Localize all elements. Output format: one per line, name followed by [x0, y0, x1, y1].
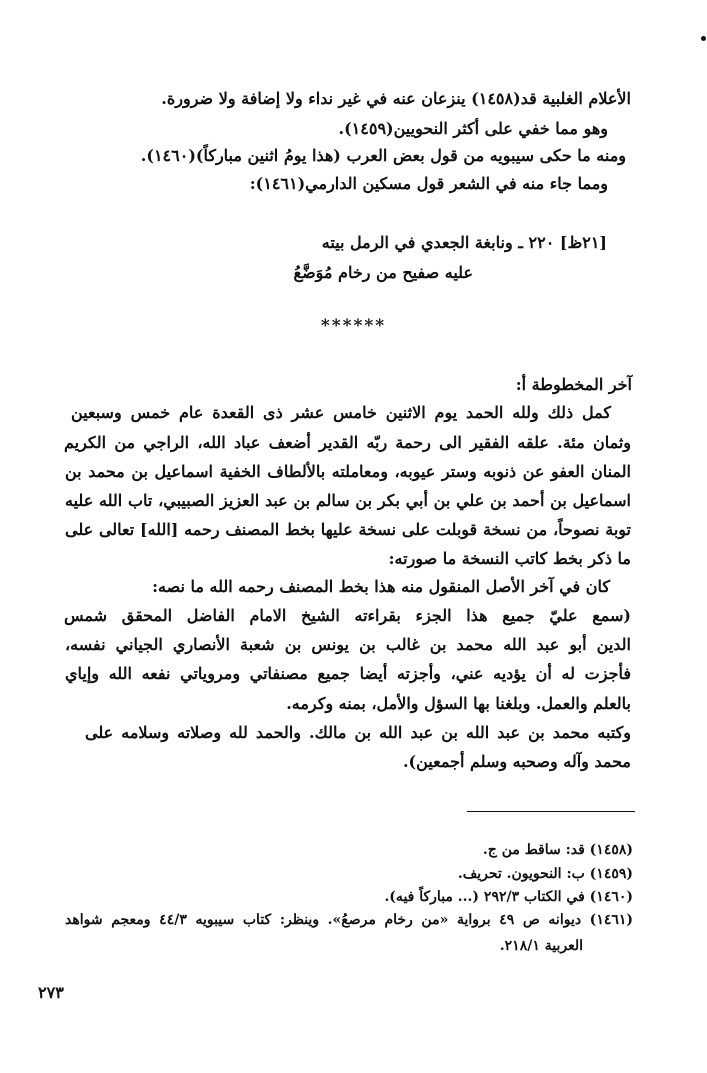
- text-line-19: وكتبه محمد بن عبد الله بن عبد الله بن مالك. والحمد لله وصلاته وسلامه على: [85, 723, 631, 742]
- text-line-13: ما ذكر بخط كاتب النسخة ما صورته:: [388, 549, 631, 568]
- footnote-1461-cont: العربية ٢١٨/١.: [499, 938, 583, 954]
- verse-line-2: عليه صفيح من رخام مُوَضَّعُ: [293, 263, 473, 282]
- footnote-separator: [467, 811, 635, 812]
- page-number: ٢٧٣: [38, 983, 64, 1002]
- text-line-12: توبة نصوحاً، من نسخة قوبلت على نسخة عليها بخط المصنف رحمه [الله] تعالى على: [65, 520, 632, 539]
- footnote-1460: (١٤٦٠) في الكتاب ٢٩٢/٣ (... مباركاً فيه).: [384, 889, 633, 905]
- text-line-20: محمد وآله وصحبه وسلم أجمعين).: [402, 752, 631, 771]
- text-line-4: ومما جاء منه في الشعر قول مسكين الدارمي(١٤٦١):: [249, 174, 608, 193]
- text-line-17: فأجزت له أن يؤديه عني، وأجزته أيضا جميع مصنفاتي ومروياتي نفعه الله وإياي: [65, 664, 631, 683]
- text-line-18: بالعلم والعمل. وبلغنا بها السؤل والأمل، بمنه وكرمه.: [286, 694, 631, 713]
- text-line-11: اسماعيل بن أحمد بن علي بن أبي بكر بن سالم بن عبد العزيز الصبيبي، تاب الله عليه: [65, 491, 631, 510]
- text-line-2: وهو مما خفي على أكثر النحويين(١٤٥٩).: [338, 119, 608, 138]
- verse-line-1: [٢١ظ] ٢٢٠ ـ ونابغة الجعدي في الرمل بيته: [321, 233, 607, 252]
- footnote-1459: (١٤٥٩) ب: النحويون. تحريف.: [457, 866, 633, 882]
- text-line-15: (سمع عليّ جميع هذا الجزء بقراءته الشيخ الامام الفاضل المحقق شمس: [64, 606, 631, 625]
- text-line-8: كمل ذلك ولله الحمد يوم الاثنين خامس عشر ذى القعدة عام خمس وسبعين: [71, 403, 611, 422]
- footnote-1461: (١٤٦١) ديوانه ص ٤٩ برواية «من رخام مرصعُ». وينظر: كتاب سيبويه ٤٤/٣ ومعجم شواهد: [65, 912, 634, 928]
- footnote-1458: (١٤٥٨) قد: ساقط من ج.: [482, 842, 633, 858]
- text-line-10: المنان العفو عن ذنوبه وستر عيوبه، ومعاملته بالألطاف الخفية اسماعيل بن محمد بن: [65, 462, 631, 481]
- text-line-9: وثمان مئة. علقه الفقير الى رحمة ربّه القدير أضعف عباد الله، الراجي من الكريم: [64, 433, 631, 452]
- text-line-3: ومنه ما حكى سيبويه من قول بعض العرب (هذا يومُ اثنين مباركاً)(١٤٦٠).: [140, 146, 626, 165]
- page-mark: [701, 36, 706, 41]
- text-line-1: الأعلام الغلبية قد(١٤٥٨) ينزعان عنه في غير نداء ولا إضافة ولا ضرورة.: [161, 89, 631, 108]
- text-line-16: الدين أبو عبد الله محمد بن غالب بن يونس بن شعبة الأنصاري الجياني نفسه،: [65, 635, 631, 654]
- section-divider: ******: [320, 316, 387, 336]
- section-heading: آخر المخطوطة أ:: [515, 375, 632, 394]
- text-line-14: كان في آخر الأصل المنقول منه هذا بخط المصنف رحمه الله ما نصه:: [152, 577, 610, 596]
